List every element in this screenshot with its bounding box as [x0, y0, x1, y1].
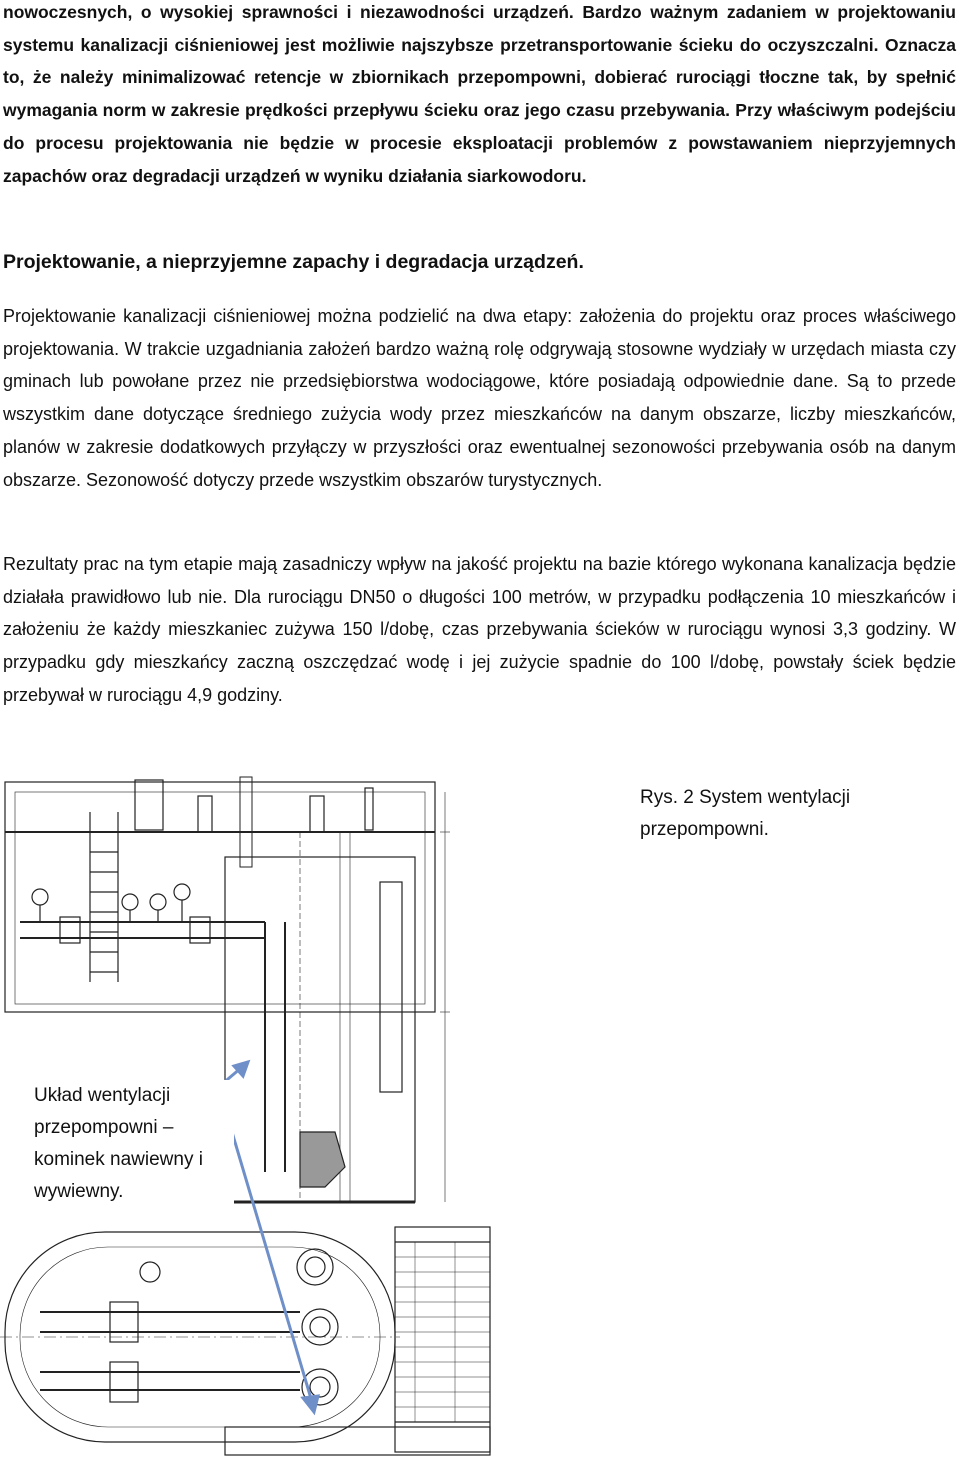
paragraph-results: Rezultaty prac na tym etapie mają zasadniczy wpływ na jakość projektu na bazie którego wykonana kanalizacja będzie działała prawidłowo lub nie. Dla rurociągu DN50 o długości 100 metrów, w przypadku podłączenia 10 mieszkańców i założeniu że każdy mieszkaniec zużywa 150 l/dobę, czas przebywania ścieków w rurociągu wynosi 3,3 godziny. W przypadku gdy mieszkańcy zaczną oszczędzać wodę i jej zużycie spadnie do 100 l/dobę, powstały ściek będzie przebywał w rurociągu 4,9 godziny. [3, 554, 956, 705]
figure-annotation: Układ wentylacji przepompowni – kominek nawiewny i wywiewny. [34, 1080, 234, 1208]
title-block-table [395, 1227, 490, 1452]
vent-stack-left [135, 780, 163, 830]
figure-caption: Rys. 2 System wentylacji przepompowni. [640, 787, 851, 840]
valve-chamber-outline [5, 782, 435, 1012]
paragraph-intro: nowoczesnych, o wysokiej sprawności i niezawodności urządzeń. Bardzo ważnym zadaniem w projektowaniu systemu kanalizacji ciśnieniowej jest możliwie najszybsze przetransportowanie ścieku do oczyszczalni. Oznacza to, że należy minimalizować retencje w zbiornikach przepompowni, dobierać rurociągi tłoczne tak, by spełnić wymagania norm w zakresie prędkości przepływu ścieku oraz jego czasu przebywania. Przy właściwym podejściu do procesu projektowania nie będzie w procesie eksploatacji problemów z powstawaniem nieprzyjemnych zapachów oraz degradacji urządzeń w wyniku działania siarkowodoru. [3, 2, 956, 186]
section-heading: Projektowanie, a nieprzyjemne zapachy i degradacja urządzeń. [3, 251, 584, 273]
paragraph-design: Projektowanie kanalizacji ciśnieniowej można podzielić na dwa etapy: założenia do projektu oraz proces właściwego projektowania. W trakcie uzgadniania założeń bardzo ważną rolę odgrywają stosowne wydziały w urzędach miasta czy gminach lub powołane przez nie przedsiębiorstwa wodociągowe, które posiadają odpowiednie dane. Są to przede wszystkim dane dotyczące średniego zużycia wody przez mieszkańców na danym obszarze, liczby mieszkańców, planów w zakresie dodatkowych przyłączy w przyszłości oraz ewentualnej sezonowości przebywania osób na danym obszarze. Sezonowość dotyczy przede wszystkim obszarów turystycznych. [3, 306, 956, 490]
